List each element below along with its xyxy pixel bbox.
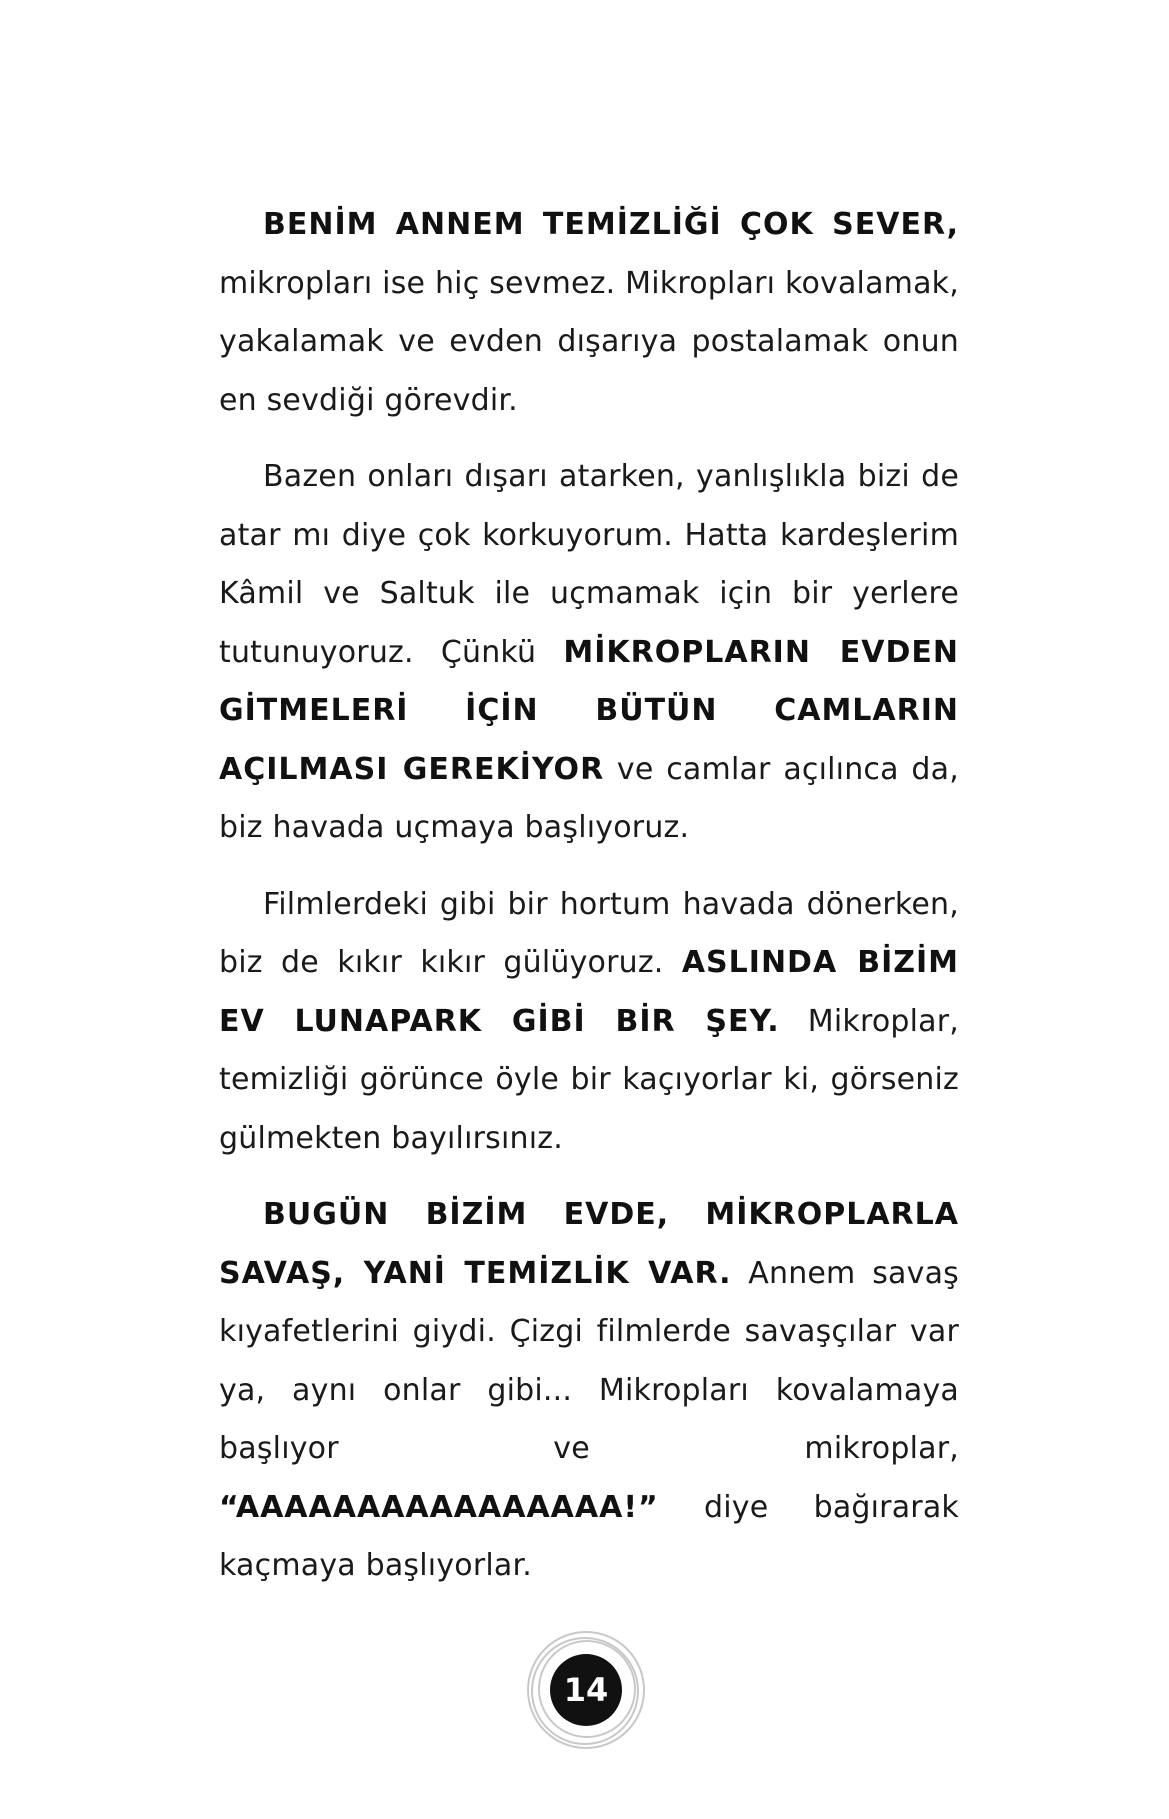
page-number-badge bbox=[521, 1625, 651, 1755]
paragraph bbox=[219, 196, 959, 430]
body-text-run: diye bağırarak kaçmaya başlıyorlar. bbox=[219, 1489, 959, 1583]
emphasis-text: ASLINDA BİZİM EV LUNAPARK GİBİ BİR ŞEY. bbox=[219, 945, 959, 1039]
emphasis-text: MİKROPLARIN EVDEN GİTMELERİ İÇİN BÜTÜN CAMLARIN AÇILMASI GEREKİYOR bbox=[219, 634, 959, 787]
body-text-run: Mikroplar, temizliği görünce öyle bir kaçıyorlar ki, görseniz gülmekten bayılırsınız. bbox=[219, 1003, 960, 1156]
emphasis-text: BENİM ANNEM TEMİZLİĞİ ÇOK SEVER, bbox=[263, 207, 959, 242]
body-text-run: Annem savaş kıyafetlerini giydi. Çizgi filmlerde savaşçılar var ya, aynı onlar gibi... Mikropları kovalamaya başlıyor ve mikroplar, bbox=[219, 1255, 959, 1466]
page-number: 14 bbox=[563, 1671, 609, 1709]
paragraph bbox=[219, 448, 959, 858]
body-text-run: Filmlerdeki gibi bir hortum havada dönerken, biz de kıkır kıkır gülüyoruz. bbox=[219, 886, 959, 980]
emphasis-text: BUGÜN BİZİM EVDE, MİKROPLARLA SAVAŞ, YANİ TEMİZLİK VAR. bbox=[219, 1197, 959, 1291]
body-text-run: mikropları ise hiç sevmez. Mikropları kovalamak, yakalamak ve evden dışarıya postalamak onun en sevdiği görevdir. bbox=[219, 265, 959, 418]
paragraph bbox=[219, 876, 959, 1169]
paragraph bbox=[219, 1186, 959, 1596]
emphasis-text: “AAAAAAAAAAAAAAAA!” bbox=[219, 1489, 659, 1525]
body-text bbox=[219, 196, 959, 1614]
body-text-run: ve camlar açılınca da, biz havada uçmaya başlıyoruz. bbox=[219, 751, 959, 845]
body-text-run: Bazen onları dışarı atarken, yanlışlıkla bizi de atar mı diye çok korkuyorum. Hatta kardeşlerim Kâmil ve Saltuk ile uçmamak için bir yerlere tutunuyoruz. Çünkü bbox=[219, 459, 959, 670]
